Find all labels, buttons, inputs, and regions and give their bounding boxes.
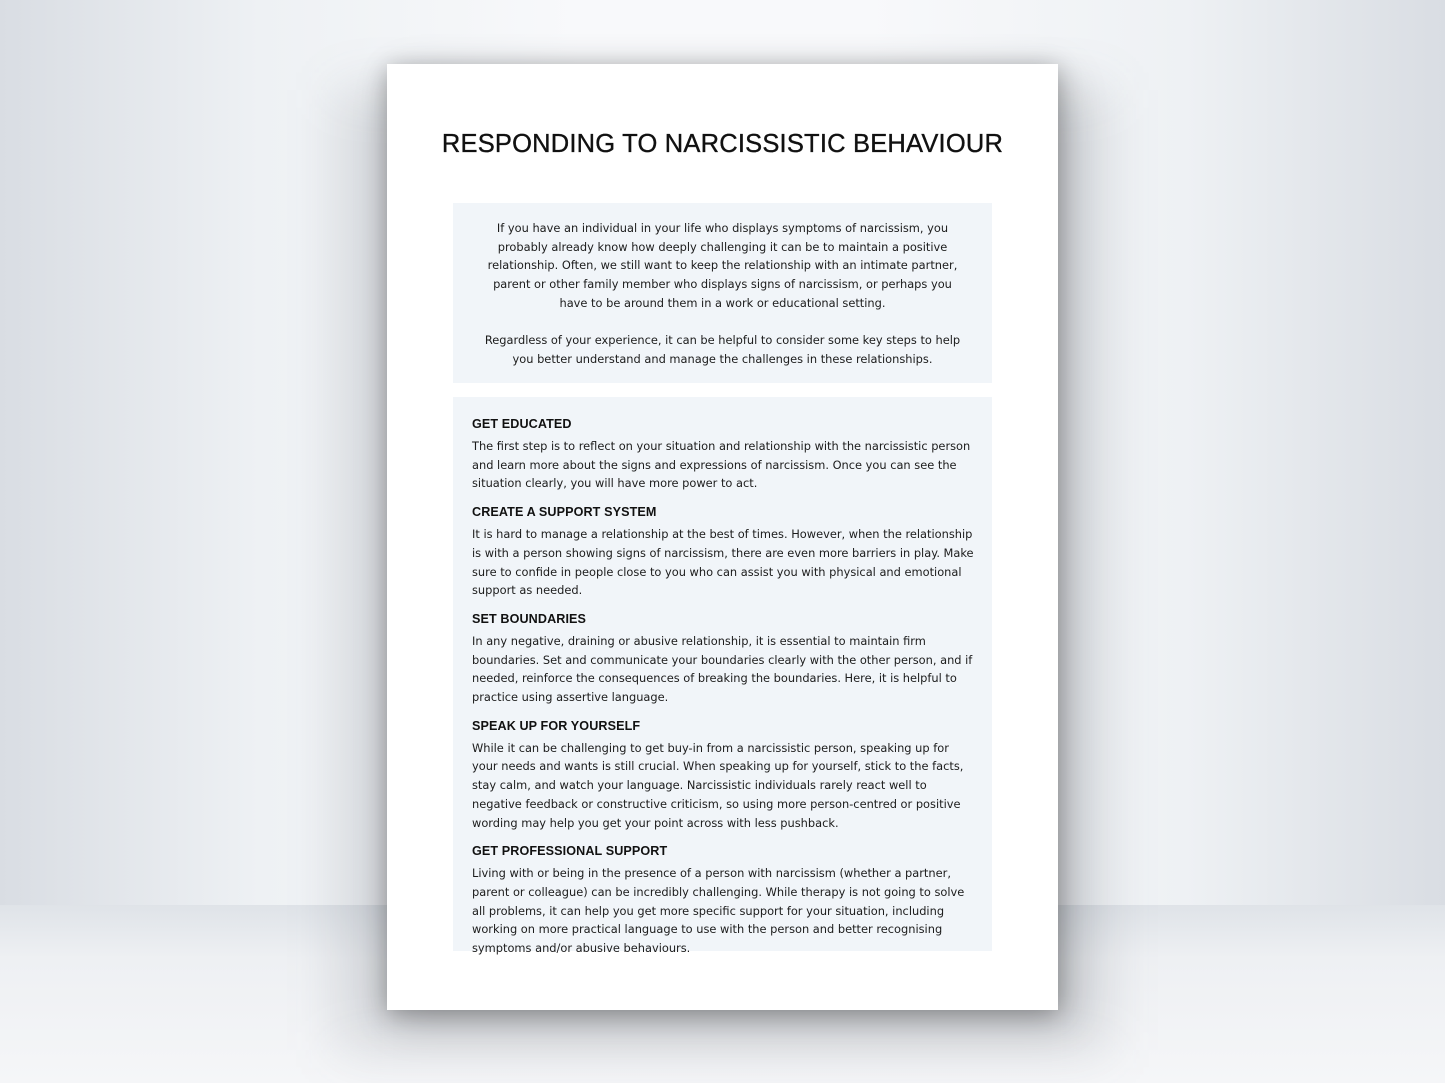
intro-paragraph: Regardless of your experience, it can be helpful to consider some key steps to help you better understand and manage the challenges in these relationships.: [484, 333, 961, 366]
step-body: In any negative, draining or abusive relationship, it is essential to maintain firm boundaries. Set and communicate your boundaries clearly with the other person, and if needed, reinforce the consequences of breaking the boundaries. Here, it is helpful to practice using assertive language.: [472, 633, 973, 705]
step-section: [472, 842, 974, 958]
steps-panel: [453, 397, 992, 956]
intro-paragraph: If you have an individual in your life who displays symptoms of narcissism, you probably already know how deeply challenging it can be to maintain a positive relationship. Often, we still want to keep the relationship with an intimate partner, parent or other family member who displays signs of narcissism, or perhaps you have to be around them in a work or educational setting.: [487, 221, 958, 310]
step-body: While it can be challenging to get buy-in from a narcissistic person, speaking up for your needs and wants is still crucial. When speaking up for yourself, stick to the facts, stay calm, and watch your language. Narcissistic individuals rarely react well to negative feedback or constructive criticism, so using more person-centred or positive wording may help you get your point across with less pushback.: [472, 740, 964, 830]
step-section: [472, 610, 974, 707]
step-section: [472, 717, 974, 833]
step-heading: GET PROFESSIONAL SUPPORT: [472, 844, 668, 859]
step-heading: SET BOUNDARIES: [472, 611, 587, 626]
step-heading: SPEAK UP FOR YOURSELF: [472, 718, 641, 733]
step-body: It is hard to manage a relationship at the best of times. However, when the relationship is with a person showing signs of narcissism, there are even more barriers in play. Make sure to confide in people close to you who can assist you with physical and emotional support as needed.: [472, 527, 974, 598]
step-body: The first step is to reflect on your situation and relationship with the narcissistic person and learn more about the signs and expressions of narcissism. Once you can see the situation clearly, you will have more power to act.: [472, 439, 971, 491]
step-body: Living with or being in the presence of a person with narcissism (whether a partner, parent or colleague) can be incredibly challenging. While therapy is not going to solve all problems, it can help you get more specific support for your situation, including working on more practical language to use with the person and better recognising symptoms and/or abusive behaviours.: [472, 866, 965, 956]
document-title: RESPONDING TO NARCISSISTIC BEHAVIOUR: [441, 130, 1004, 158]
step-heading: CREATE A SUPPORT SYSTEM: [472, 505, 657, 520]
intro-panel: [453, 203, 992, 383]
step-section: [472, 503, 974, 600]
step-section: [472, 415, 974, 493]
step-heading: GET EDUCATED: [472, 417, 572, 431]
document-sheet: [387, 64, 1058, 1010]
